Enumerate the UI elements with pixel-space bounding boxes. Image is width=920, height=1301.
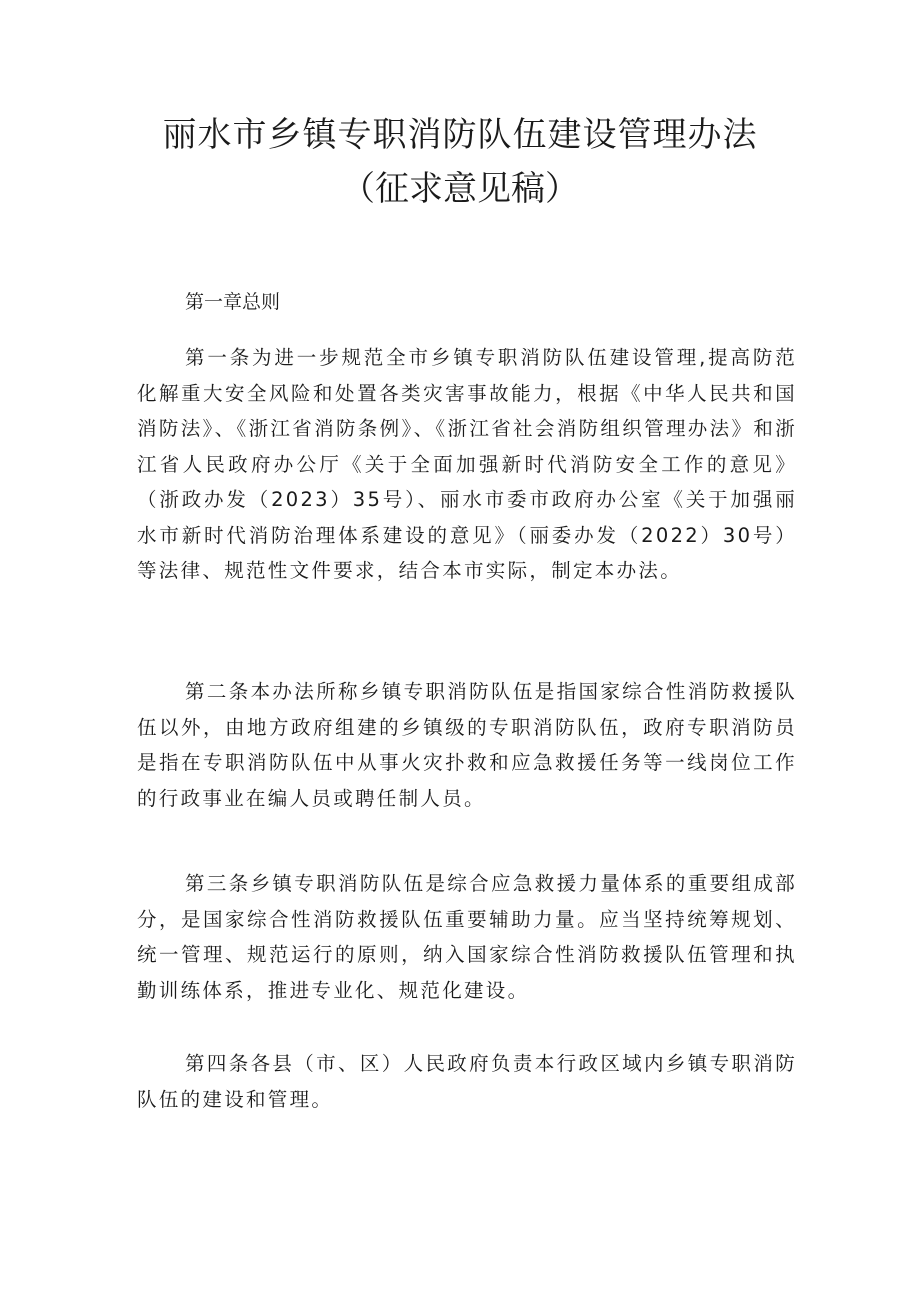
- title-block: [0, 108, 920, 216]
- article-paragraph: 第二条本办法所称乡镇专职消防队伍是指国家综合性消防救援队伍以外，由地方政府组建的乡镇级的专职消防队伍，政府专职消防员是指在专职消防队伍中从事火灾扑救和应急救援任务等一线岗位工作的行政事业在编人员或聘任制人员。: [137, 680, 797, 810]
- document-title: 丽水市乡镇专职消防队伍建设管理办法: [162, 115, 758, 155]
- chapter-heading: 第一章总则: [185, 291, 281, 313]
- document-subtitle: （征求意见稿）: [341, 169, 579, 209]
- article-paragraph: 第四条各县（市、区）人民政府负责本行政区域内乡镇专职消防队伍的建设和管理。: [137, 1052, 797, 1111]
- article-paragraph: 第一条为进一步规范全市乡镇专职消防队伍建设管理,提高防范化解重大安全风险和处置各类灾害事故能力，根据《中华人民共和国消防法》、《浙江省消防条例》、《浙江省社会消防组织管理办法》和浙江省人民政府办公厅《关于全面加强新时代消防安全工作的意见》（浙政办发（2023）35号）、丽水市委市政府办公室《关于加强丽水市新时代消防治理体系建设的意见》（丽委办发（2022）30号）等法律、规范性文件要求，结合本市实际，制定本办法。: [137, 346, 797, 582]
- article-paragraph: 第三条乡镇专职消防队伍是综合应急救援力量体系的重要组成部分，是国家综合性消防救援队伍重要辅助力量。应当坚持统筹规划、统一管理、规范运行的原则，纳入国家综合性消防救援队伍管理和执勤训练体系，推进专业化、规范化建设。: [137, 872, 797, 1002]
